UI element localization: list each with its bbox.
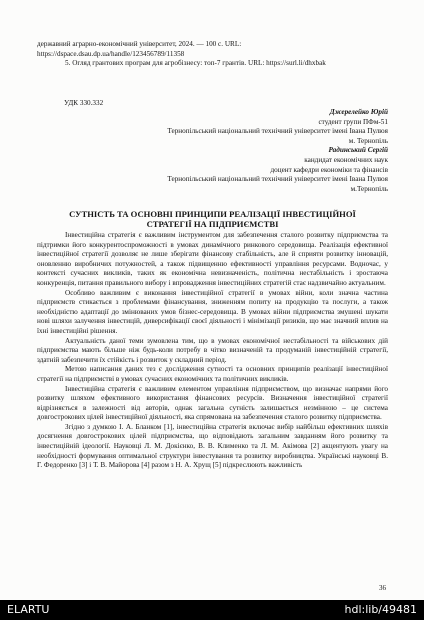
author-block [58,108,388,194]
udk-code: УДК 330.332 [64,99,104,107]
body-paragraph: Актуальність даної теми зумовлена тим, що в умовах економічної нестабільності та військових дій підприємства мають більше ніж будь-коли потребу в чітко визначеній та продуманій інвестиційній стратегії, здатній забезпечити їх стійкість і розвиток у складний період. [37,336,388,364]
author-2-affiliation: Тернопільський національний технічний університет імені Івана Пулюя [167,175,388,184]
body-paragraph: Згідно з думкою І. А. Бланком [1], інвестиційна стратегія включає вибір найбільш ефективних шляхів досягнення довгострокових цілей підприємства, що відповідають загальним завданням його розвитку та інвестиційній ідеології. Науковці Л. М. Докієнко, В. В. Клименко та Л. М. Акімова [2] акцентують увагу на необхідності формування оптимальної структури інвестування та розвитку виробництва. Українські науковці В. Г. Федоренко [3] і Т. В. Майорова [4] разом з Н. А. Хрущ [5] підкреслюють важливість [37,422,388,470]
paper-body [37,231,388,471]
reference-4-tail: державний аграрно-економічний університет, 2024. — 100 с. URL: https://dspace.dsau.dp.ua/handle/123456789/11358 [37,40,242,58]
paper-title-line-1: СУТНІСТЬ ТА ОСНОВНІ ПРИНЦИПИ РЕАЛІЗАЦІЇ ІНВЕСТИЦІЙНОЇ [69,209,356,219]
body-paragraph: Інвестиційна стратегія є важливим елементом управління підприємством, що визначає напрями його розвитку шляхом ефективного використання фінансових ресурсів. Визначення інвестиційної стратегії відрізняється в залежності від авторів, однак загальна сутність залишається незмінною – це система довгострокових цілей інвестиційної діяльності, яка спрямована на забезпечення сталого розвитку підприємства. [37,384,388,422]
repository-footer-bar [0,600,424,620]
author-1-city: м. Тернопіль [348,136,388,145]
author-1-name: Джерелейко Юрій [329,108,388,116]
author-2-role: доцент кафедри економіки та фінансів [270,165,388,174]
page-number: 36 [379,584,386,592]
author-2-name: Радинський Сергій [328,146,388,155]
author-2-city: м.Тернопіль [350,184,388,193]
author-1-role: студент групи ПФм-51 [318,117,388,126]
repository-name: ELARTU [7,603,50,616]
paper-title-line-2: СТРАТЕГІЇ НА ПІДПРИЄМСТВІ [146,219,279,230]
body-paragraph: Особливо важливим є виконання інвестиційної стратегії в умовах війни, коли значна частина підприємств стикається з проблемами фінансування, зниженням попиту на продукцію та послуги, а також необхідністю адаптації до змінюваних умов бізнес-середовища. В умовах війни підприємства змушені шукати нові шляхи залучення інвестицій, диверсифікації своєї діяльності і мінімізації ризиків, що має значний вплив на їхні інвестиційні рішення. [37,288,388,335]
references-continued [37,40,388,69]
reference-5: 5. Огляд грантових програм для агробізнесу: топ-7 грантів. URL: https://surl.li/dhxbak [65,59,326,68]
author-2-degree: кандидат економічних наук [304,155,388,164]
body-paragraph: Інвестиційна стратегія є важливим інструментом для забезпечення сталого розвитку підприємства та підтримки його конкурентоспроможності в умовах динамічного ринкового середовища. Реалізація ефективної інвестиційної стратегії дозволяє не лише зберігати фінансову стабільність, але й сприяти розвитку інновацій, оновленню виробничих потужностей, а також підвищенню ефективності управління ресурсами. Водночас, у контексті сучасних викликів, таких як економічна невизначеність, політична нестабільність і зростаюча конкуренція, питання правильного вибору і впровадження інвестиційних стратегій стає надзвичайно актуальним. [37,231,388,287]
author-1-affiliation: Тернопільський національний технічний університет імені Івана Пулюя [167,127,388,136]
body-paragraph: Метою написання даних тез є дослідження сутності та основних принципів реалізації інвестиційної стратегії на підприємстві в умовах сучасних економічних та політичних викликів. [37,365,388,383]
paper-title [37,209,388,229]
handle-identifier: hdl:lib/49481 [344,603,417,616]
